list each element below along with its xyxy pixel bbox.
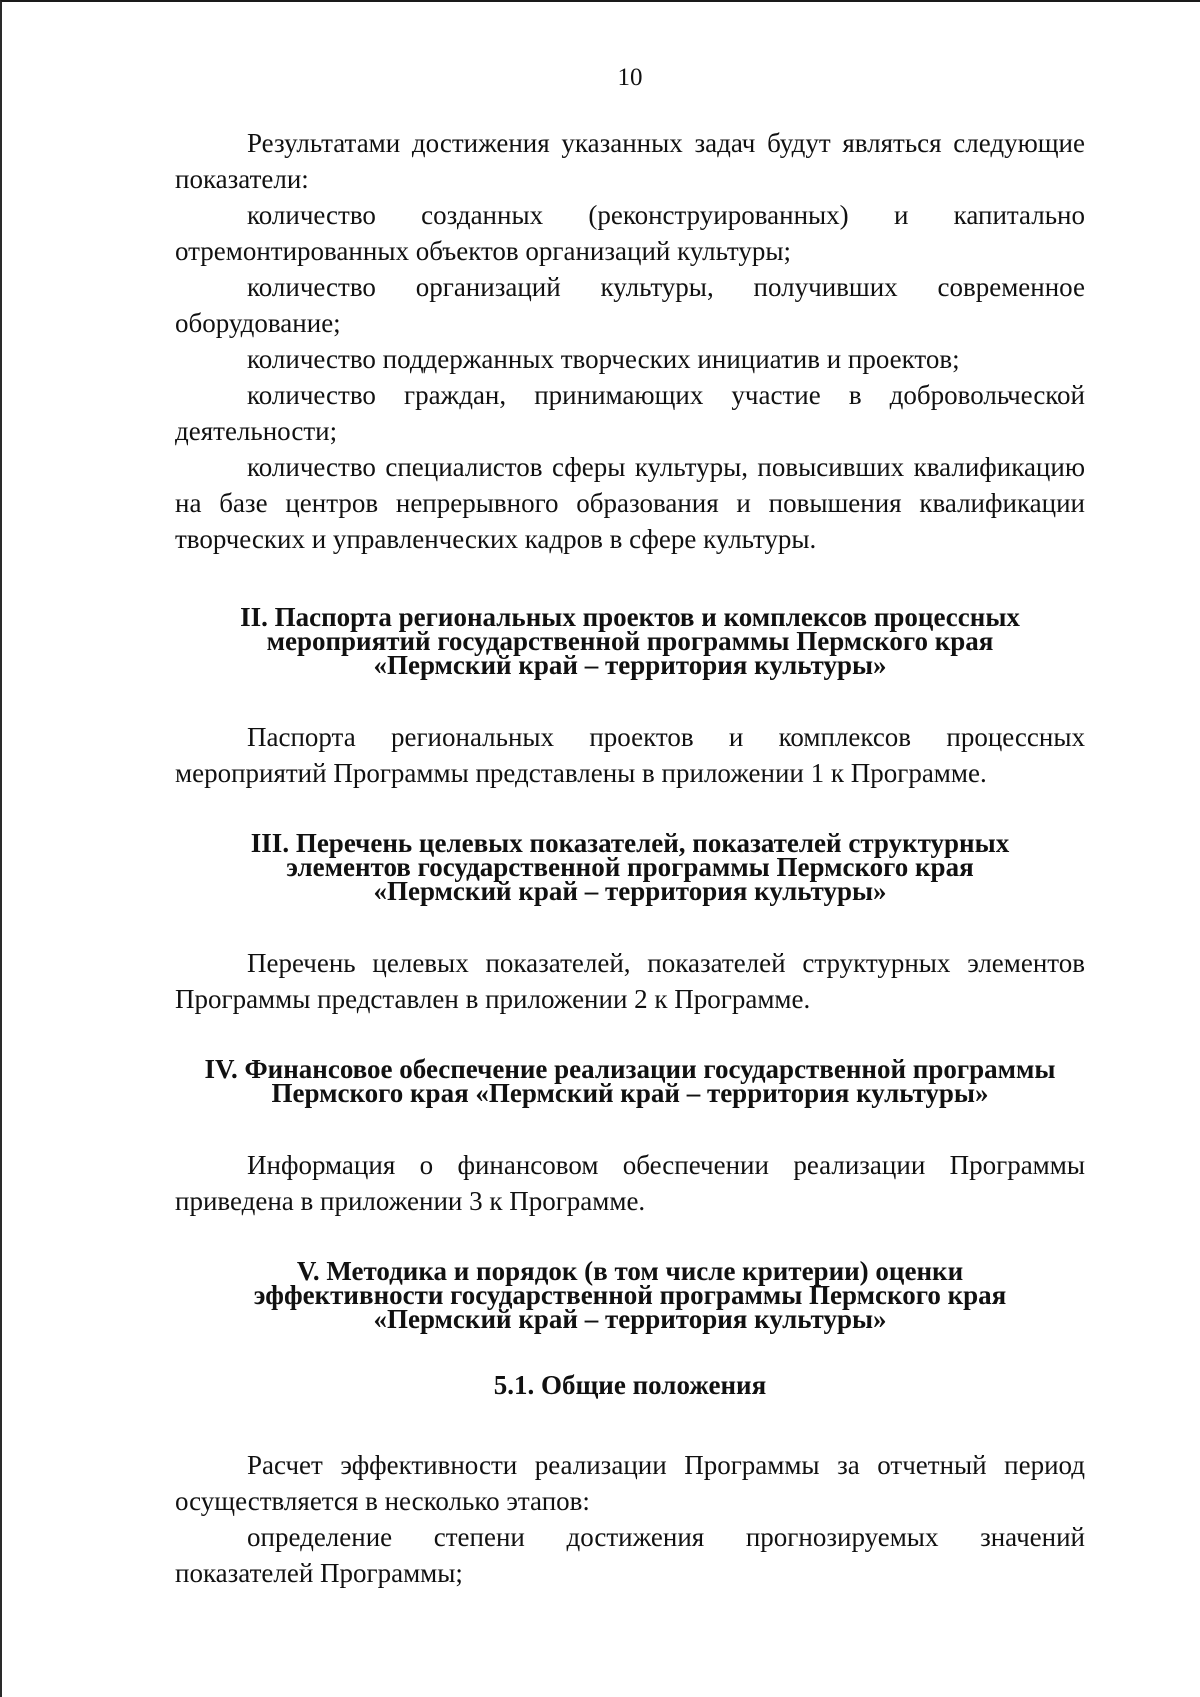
section-4-heading: IV. Финансовое обеспечение реализации государственной программы Пермского края «Пермский край – территория культуры» bbox=[204, 1054, 1056, 1108]
section-2-heading: II. Паспорта региональных проектов и комплексов процессных мероприятий государственной программы Пермского края «Пермский край – территория культуры» bbox=[240, 602, 1020, 680]
paragraph: количество организаций культуры, получивших современное оборудование; bbox=[175, 272, 1085, 338]
section-5-paragraph: Расчет эффективности реализации Программы за отчетный период осуществляется в несколько этапов: bbox=[175, 1450, 1085, 1516]
results-block bbox=[175, 125, 1085, 557]
page-number: 10 bbox=[617, 64, 643, 91]
paragraph: количество поддержанных творческих инициатив и проектов; bbox=[247, 344, 960, 374]
document-body bbox=[175, 125, 1085, 1591]
section-2-text: Паспорта региональных проектов и комплексов процессных мероприятий Программы представлены в приложении 1 к Программе. bbox=[175, 722, 1085, 788]
paragraph: Результатами достижения указанных задач будут являться следующие показатели: bbox=[175, 128, 1085, 194]
paragraph: количество специалистов сферы культуры, повысивших квалификацию на базе центров непрерывного образования и повышения квалификации творческих и управленческих кадров в сфере культуры. bbox=[175, 452, 1085, 554]
section-5-heading: V. Методика и порядок (в том числе критерии) оценки эффективности государственной программы Пермского края «Пермский край – территория культуры» bbox=[253, 1256, 1007, 1334]
section-5-paragraph: определение степени достижения прогнозируемых значений показателей Программы; bbox=[175, 1522, 1085, 1588]
section-3-heading: III. Перечень целевых показателей, показателей структурных элементов государственной программы Пермского края «Пермский край – территория культуры» bbox=[250, 828, 1010, 906]
paragraph: количество граждан, принимающих участие в добровольческой деятельности; bbox=[175, 380, 1085, 446]
section-3-text: Перечень целевых показателей, показателей структурных элементов Программы представлен в приложении 2 к Программе. bbox=[175, 948, 1085, 1014]
section-4-text: Информация о финансовом обеспечении реализации Программы приведена в приложении 3 к Программе. bbox=[175, 1150, 1085, 1216]
paragraph: количество созданных (реконструированных) и капитально отремонтированных объектов организаций культуры; bbox=[175, 200, 1085, 266]
section-5-1-subheading: 5.1. Общие положения bbox=[493, 1370, 767, 1400]
